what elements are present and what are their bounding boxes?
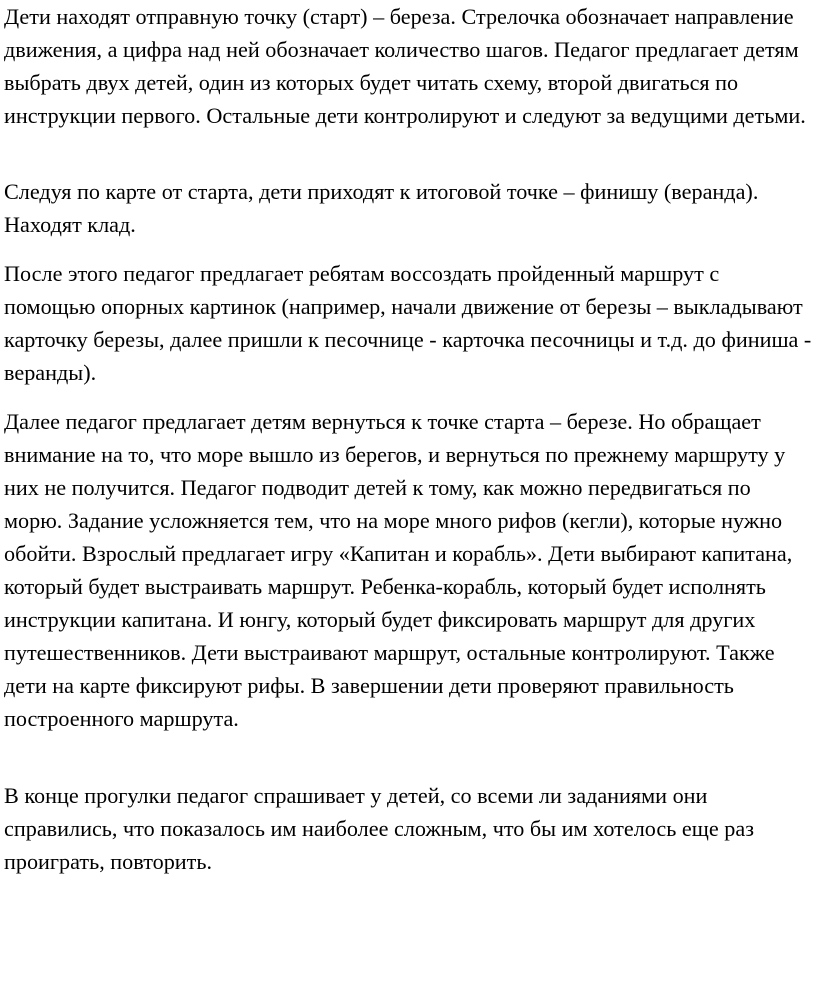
paragraph-route-reconstruction: После этого педагог предлагает ребятам воссоздать пройденный маршрут с помощью опорных картинок (например, начали движение от березы – выкладывают карточку березы, далее пришли к песочнице - карточка песочницы и т.д. до финиша - веранды).: [4, 261, 812, 385]
paragraph-captain-game: Далее педагог предлагает детям вернуться к точке старта – березе. Но обращает внимание на то, что море вышло из берегов, и вернуться по прежнему маршруту у них не получится. Педагог подводит детей к тому, как можно передвигаться по морю. Задание усложняется тем, что на море много рифов (кегли), которые нужно обойти. Взрослый предлагает игру «Капитан и корабль». Дети выбирают капитана, который будет выстраивать маршрут. Ребенка-корабль, который будет исполнять инструкции капитана. И юнгу, который будет фиксировать маршрут для других путешественников. Дети выстраивают маршрут, остальные контролируют. Также дети на карте фиксируют рифы. В завершении дети проверяют правильность построенного маршрута.: [4, 409, 793, 731]
paragraph-conclusion: В конце прогулки педагог спрашивает у детей, со всеми ли заданиями они справились, что показалось им наиболее сложным, что бы им хотелось еще раз проиграть, повторить.: [4, 783, 754, 874]
paragraph-start-point: Дети находят отправную точку (старт) – береза. Стрелочка обозначает направление движения, а цифра над ней обозначает количество шагов. Педагог предлагает детям выбрать двух детей, один из которых будет читать схему, второй двигаться по инструкции первого. Остальные дети контролируют и следуют за ведущими детьми.: [4, 4, 806, 128]
paragraph-finish-treasure: Следуя по карте от старта, дети приходят к итоговой точке – финишу (веранда). Находят клад.: [4, 179, 759, 237]
